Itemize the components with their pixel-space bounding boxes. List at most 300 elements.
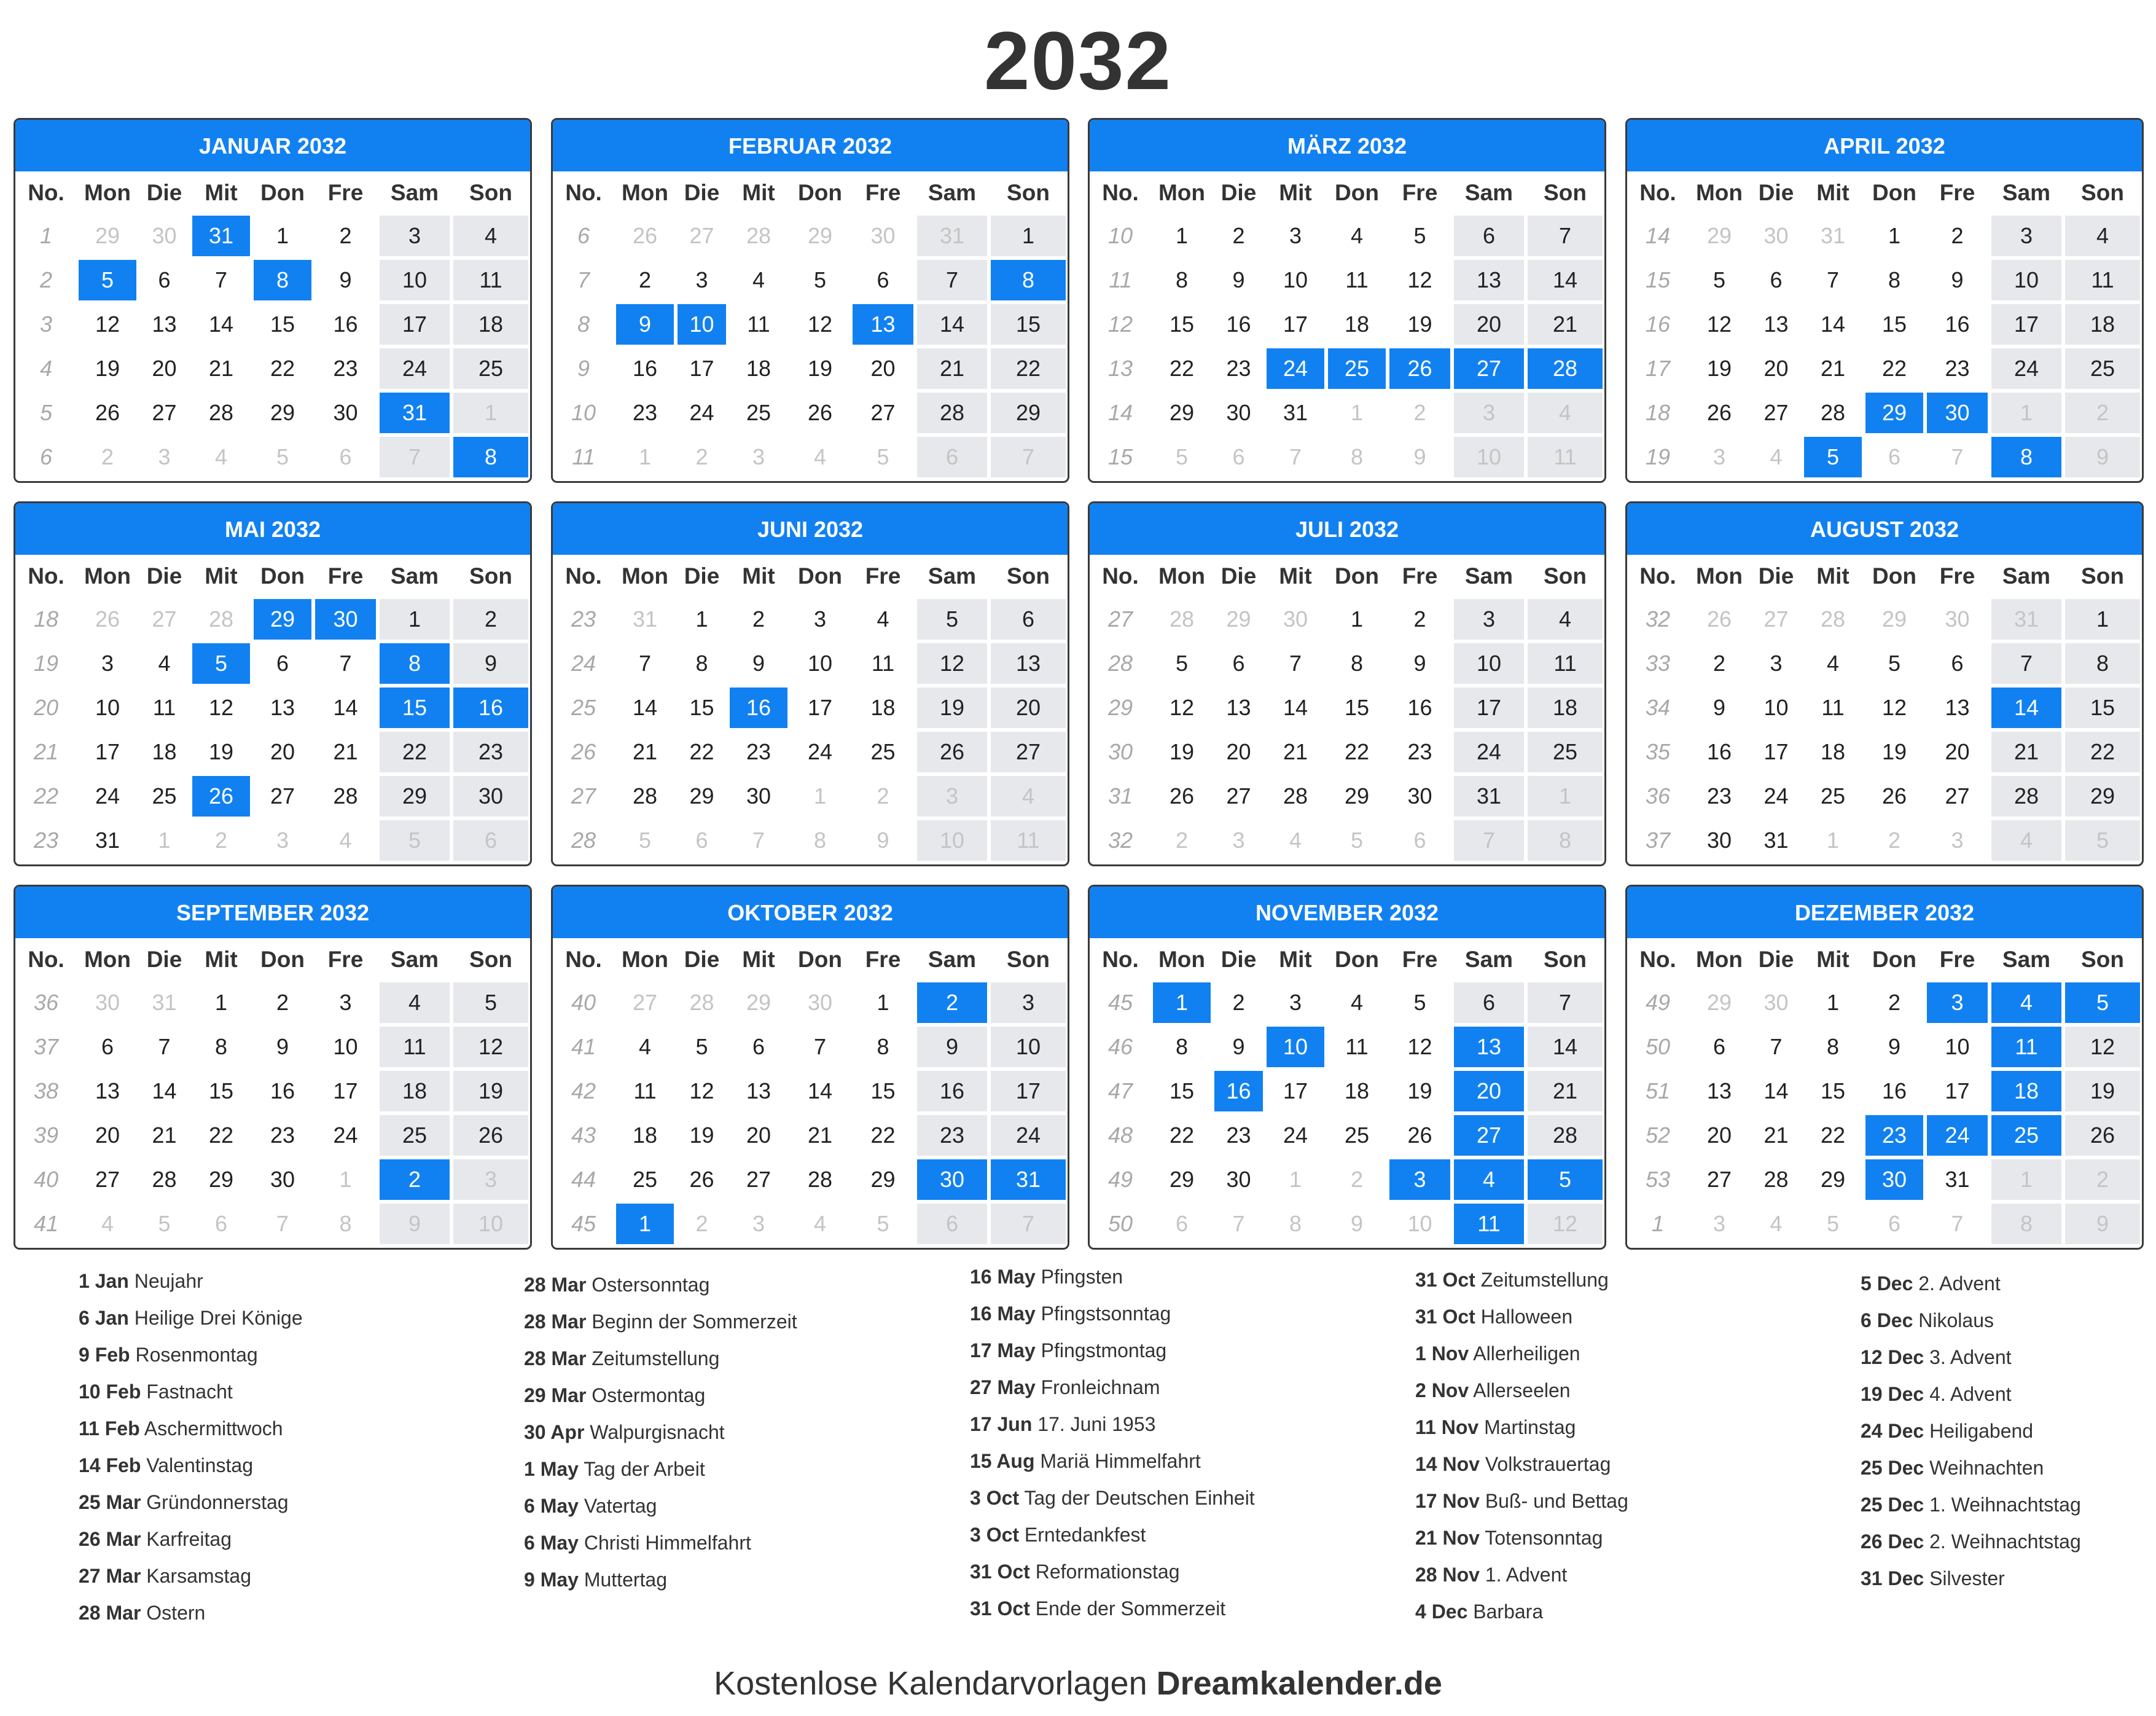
day-cell: 5	[192, 643, 250, 684]
day-cell: 6	[752, 1034, 765, 1059]
day-cell: 19	[1881, 739, 1907, 764]
day-cell: 29	[991, 393, 1066, 433]
weekday-header: Son	[1544, 180, 1587, 205]
week-number: 19	[1645, 444, 1671, 469]
day-cell: 5	[695, 1034, 708, 1059]
day-cell: 2	[214, 828, 228, 853]
weekday-header: Die	[1221, 947, 1257, 972]
day-cell: 27	[1226, 783, 1251, 809]
day-cell: 17	[1454, 688, 1524, 728]
holiday-name: Zeitumstellung	[586, 1347, 720, 1369]
day-cell: 1	[1350, 606, 1364, 632]
day-cell: 30	[1407, 783, 1432, 809]
day-cell: 26	[453, 1115, 528, 1156]
day-cell: 30	[333, 400, 358, 425]
week-number: 49	[1107, 1167, 1133, 1192]
day-cell: 16	[730, 688, 787, 728]
day-cell: 29	[380, 776, 450, 817]
day-cell: 23	[270, 1122, 295, 1148]
weekday-header: Son	[2081, 180, 2124, 205]
holiday-date: 1 Nov	[1415, 1342, 1469, 1365]
month-calendar	[551, 501, 1069, 866]
holiday-item	[79, 1410, 509, 1447]
day-cell: 19	[1706, 356, 1732, 381]
holiday-name: Allerheiligen	[1469, 1342, 1580, 1365]
day-cell: 30	[870, 223, 896, 248]
month-calendar	[14, 501, 532, 866]
day-cell: 29	[746, 990, 771, 1015]
day-cell: 4	[1350, 990, 1364, 1015]
weekday-header: Sam	[1464, 947, 1513, 972]
day-cell: 24	[807, 739, 833, 764]
weekday-header: No.	[1102, 947, 1139, 972]
holiday-name: Walpurgisnacht	[584, 1421, 725, 1443]
weekday-header: Don	[260, 563, 305, 589]
weekday-header: Mit	[742, 947, 775, 972]
holiday-name: Beginn der Sommerzeit	[586, 1311, 797, 1333]
holiday-date: 6 May	[524, 1495, 579, 1517]
day-cell: 2	[1713, 651, 1726, 676]
week-number: 10	[571, 400, 596, 425]
week-number: 6	[39, 444, 53, 469]
day-cell: 4	[214, 444, 228, 469]
weekday-header: Sam	[390, 947, 439, 972]
day-cell: 6	[101, 1034, 114, 1059]
day-cell: 29	[689, 783, 714, 809]
day-cell: 28	[746, 223, 771, 248]
day-cell: 11	[2065, 260, 2140, 300]
day-cell: 29	[870, 1167, 896, 1192]
day-cell: 2	[2065, 1159, 2140, 1200]
day-cell: 27	[1706, 1167, 1732, 1192]
weekday-header: Sam	[928, 180, 977, 205]
day-cell: 7	[813, 1034, 827, 1059]
day-cell: 11	[747, 311, 770, 337]
day-cell: 15	[270, 311, 295, 337]
weekday-header: Sam	[1464, 563, 1513, 589]
day-cell: 21	[208, 356, 234, 381]
day-cell: 12	[2065, 1027, 2140, 1067]
holiday-date: 11 Nov	[1415, 1416, 1479, 1438]
weekday-header: Die	[684, 563, 720, 589]
day-cell: 5	[2065, 820, 2140, 861]
day-cell: 5	[2065, 982, 2140, 1023]
day-cell: 3	[1770, 651, 1783, 676]
day-cell: 31	[1454, 776, 1524, 817]
week-number: 18	[1645, 400, 1671, 425]
day-cell: 3	[276, 828, 289, 853]
month-calendar	[1625, 501, 2144, 866]
holiday-item	[1415, 1483, 1845, 1519]
day-cell: 9	[1350, 1211, 1364, 1236]
weekday-header: Die	[684, 947, 720, 972]
week-number: 16	[1645, 311, 1671, 337]
day-cell: 25	[453, 348, 528, 389]
holiday-name: 3. Advent	[1924, 1346, 2012, 1368]
holiday-item	[79, 1336, 509, 1373]
day-cell: 19	[208, 739, 234, 764]
weekday-header: No.	[1102, 180, 1139, 205]
week-number: 44	[571, 1167, 596, 1192]
weekday-header: Mit	[205, 180, 238, 205]
week-number: 38	[33, 1078, 59, 1103]
day-cell: 27	[632, 990, 658, 1015]
weekday-header: Mit	[205, 947, 238, 972]
holiday-date: 28 Mar	[524, 1347, 587, 1369]
day-cell: 7	[1289, 651, 1302, 676]
holiday-item	[79, 1594, 509, 1631]
day-cell: 19	[917, 688, 987, 728]
month-title: FEBRUAR 2032	[553, 120, 1068, 171]
weekday-header: Son	[2081, 563, 2124, 589]
day-cell: 15	[870, 1078, 896, 1103]
month-grid	[1090, 171, 1604, 481]
day-cell: 15	[1820, 1078, 1846, 1103]
day-cell: 2	[2065, 393, 2140, 433]
holiday-item	[79, 1447, 509, 1484]
day-cell: 10	[95, 695, 120, 720]
day-cell: 28	[689, 990, 714, 1015]
weekday-header: Sam	[928, 947, 977, 972]
day-cell: 4	[1289, 828, 1302, 853]
day-cell: 8	[695, 651, 708, 676]
weekday-header: Mit	[205, 563, 238, 589]
day-cell: 6	[1888, 444, 1901, 469]
day-cell: 23	[453, 732, 528, 772]
day-cell: 6	[695, 828, 708, 853]
holiday-date: 11 Feb	[79, 1417, 140, 1440]
day-cell: 29	[1169, 1167, 1195, 1192]
day-cell: 25	[1528, 732, 1603, 772]
weekday-header: Die	[684, 180, 720, 205]
day-cell: 14	[208, 311, 234, 337]
day-cell: 28	[1820, 400, 1846, 425]
day-cell: 9	[917, 1027, 987, 1067]
weekday-header: Fre	[327, 947, 364, 972]
day-cell: 20	[1763, 356, 1789, 381]
holiday-name: Martinstag	[1478, 1416, 1576, 1438]
day-cell: 11	[1454, 1204, 1524, 1244]
day-cell: 31	[1991, 599, 2061, 640]
month-title: MAI 2032	[15, 503, 530, 555]
day-cell: 9	[616, 304, 674, 345]
day-cell: 4	[1991, 820, 2061, 861]
day-cell: 6	[1454, 982, 1524, 1023]
holiday-date: 25 Dec	[1861, 1494, 1924, 1516]
weekday-header: Fre	[865, 180, 901, 205]
month-grid	[15, 555, 530, 864]
day-cell: 27	[991, 732, 1066, 772]
day-cell: 3	[1951, 828, 1964, 853]
holiday-item	[524, 1303, 954, 1340]
day-cell: 22	[208, 1122, 234, 1148]
day-cell: 10	[678, 304, 726, 345]
day-cell: 6	[276, 651, 289, 676]
holiday-date: 25 Mar	[79, 1491, 141, 1513]
day-cell: 20	[991, 688, 1066, 728]
day-cell: 19	[1169, 739, 1195, 764]
day-cell: 29	[1820, 1167, 1846, 1192]
day-cell: 7	[158, 1034, 171, 1059]
day-cell: 20	[1454, 1071, 1524, 1111]
weekday-header: No.	[1639, 947, 1676, 972]
weekday-header: Don	[798, 180, 842, 205]
holiday-item	[1861, 1302, 2156, 1339]
holiday-name: Valentinstag	[141, 1454, 254, 1476]
day-cell: 26	[917, 732, 987, 772]
day-cell: 27	[270, 783, 295, 809]
day-cell: 7	[1232, 1211, 1245, 1236]
weekday-header: Mon	[84, 563, 131, 589]
weekday-header: No.	[28, 180, 64, 205]
day-cell: 3	[1991, 216, 2061, 256]
day-cell: 31	[1945, 1167, 1970, 1192]
week-number: 9	[577, 356, 590, 381]
footer-text: Kostenlose Kalendarvorlagen	[714, 1665, 1157, 1702]
holiday-date: 5 Dec	[1861, 1272, 1913, 1295]
day-cell: 29	[1226, 606, 1251, 632]
day-cell: 27	[1763, 606, 1789, 632]
day-cell: 4	[158, 651, 171, 676]
day-cell: 12	[689, 1078, 714, 1103]
day-cell: 14	[632, 695, 658, 720]
day-cell: 2	[695, 444, 708, 469]
weekday-header: Don	[1335, 947, 1379, 972]
day-cell: 30	[1763, 990, 1789, 1015]
month-grid	[15, 938, 530, 1248]
holiday-column	[1415, 1261, 1845, 1630]
day-cell: 30	[1945, 606, 1970, 632]
weekday-header: Die	[146, 180, 182, 205]
page-title: 2032	[983, 15, 1173, 107]
day-cell: 11	[1345, 267, 1369, 292]
week-number: 27	[1107, 606, 1133, 632]
day-cell: 8	[1826, 1034, 1840, 1059]
holiday-date: 3 Oct	[970, 1524, 1020, 1546]
day-cell: 3	[1232, 828, 1245, 853]
weekday-header: Sam	[1464, 180, 1513, 205]
day-cell: 30	[807, 990, 833, 1015]
day-cell: 26	[1407, 1122, 1432, 1148]
day-cell: 30	[1927, 393, 1988, 433]
holiday-item	[1861, 1560, 2156, 1597]
holiday-item	[970, 1590, 1400, 1627]
day-cell: 18	[1991, 1071, 2061, 1111]
day-cell: 11	[1821, 695, 1845, 720]
week-number: 24	[571, 651, 596, 676]
day-cell: 18	[632, 1122, 658, 1148]
day-cell: 11	[871, 651, 895, 676]
day-cell: 28	[1763, 1167, 1789, 1192]
month-title: DEZEMBER 2032	[1627, 887, 2142, 938]
day-cell: 20	[1454, 304, 1524, 345]
day-cell: 19	[689, 1122, 714, 1148]
day-cell: 2	[339, 223, 352, 248]
day-cell: 29	[95, 223, 120, 248]
day-cell: 2	[101, 444, 114, 469]
day-cell: 2	[1175, 828, 1189, 853]
holiday-item	[79, 1521, 509, 1557]
day-cell: 14	[1991, 688, 2061, 728]
day-cell: 7	[917, 260, 987, 300]
day-cell: 4	[1770, 1211, 1783, 1236]
weekday-header: No.	[1639, 563, 1676, 589]
week-number: 33	[1645, 651, 1671, 676]
holiday-item	[524, 1414, 954, 1451]
day-cell: 27	[1454, 348, 1524, 389]
day-cell: 7	[1289, 444, 1302, 469]
day-cell: 24	[333, 1122, 358, 1148]
day-cell: 13	[1226, 695, 1251, 720]
week-number: 32	[1107, 828, 1133, 853]
day-cell: 26	[95, 606, 120, 632]
day-cell: 5	[917, 599, 987, 640]
holiday-date: 9 Feb	[79, 1344, 130, 1366]
weekday-header: No.	[1639, 180, 1676, 205]
day-cell: 9	[1232, 267, 1245, 292]
holiday-name: Ende der Sommerzeit	[1029, 1597, 1226, 1620]
holiday-name: Tag der Deutschen Einheit	[1019, 1487, 1255, 1509]
day-cell: 24	[1991, 348, 2061, 389]
day-cell: 10	[991, 1027, 1066, 1067]
day-cell: 2	[1413, 606, 1426, 632]
day-cell: 17	[1283, 311, 1308, 337]
day-cell: 8	[1991, 1204, 2061, 1244]
holiday-date: 19 Dec	[1861, 1383, 1924, 1405]
day-cell: 1	[1175, 223, 1189, 248]
week-number: 32	[1645, 606, 1671, 632]
weekday-header: Sam	[2002, 947, 2051, 972]
day-cell: 4	[991, 776, 1066, 817]
day-cell: 22	[2065, 732, 2140, 772]
day-cell: 23	[1865, 1115, 1923, 1156]
week-number: 40	[571, 990, 596, 1015]
day-cell: 7	[1991, 643, 2061, 684]
day-cell: 10	[917, 820, 987, 861]
week-number: 45	[571, 1211, 596, 1236]
holiday-name: Karfreitag	[141, 1528, 232, 1550]
holiday-date: 31 Dec	[1861, 1567, 1924, 1589]
weekday-header: Mit	[742, 180, 775, 205]
weekday-header: Mon	[1695, 947, 1743, 972]
day-cell: 27	[152, 400, 177, 425]
weekday-header: Fre	[865, 563, 901, 589]
day-cell: 9	[276, 1034, 289, 1059]
month-grid	[1090, 938, 1604, 1248]
holiday-date: 16 May	[970, 1266, 1036, 1288]
holiday-item	[1861, 1412, 2156, 1449]
weekday-header: Die	[1758, 180, 1794, 205]
day-cell: 6	[1951, 651, 1964, 676]
day-cell: 9	[1232, 1034, 1245, 1059]
day-cell: 17	[689, 356, 714, 381]
day-cell: 10	[1945, 1034, 1970, 1059]
day-cell: 19	[2065, 1071, 2140, 1111]
day-cell: 22	[1881, 356, 1907, 381]
day-cell: 6	[991, 599, 1066, 640]
month-title: JULI 2032	[1090, 503, 1604, 555]
weekday-header: No.	[28, 563, 64, 589]
holiday-date: 27 Mar	[79, 1565, 141, 1587]
day-cell: 13	[1945, 695, 1970, 720]
day-cell: 16	[917, 1071, 987, 1111]
day-cell: 1	[2065, 599, 2140, 640]
week-number: 4	[39, 356, 53, 381]
holiday-item	[970, 1553, 1400, 1590]
holiday-item	[970, 1406, 1400, 1443]
holiday-item	[79, 1557, 509, 1594]
day-cell: 15	[1881, 311, 1907, 337]
week-number: 41	[33, 1211, 59, 1236]
day-cell: 28	[1820, 606, 1846, 632]
day-cell: 27	[152, 606, 177, 632]
holiday-item	[524, 1561, 954, 1598]
day-cell: 17	[807, 695, 833, 720]
week-number: 34	[1645, 695, 1671, 720]
day-cell: 31	[632, 606, 658, 632]
weekday-header: Don	[1872, 180, 1916, 205]
day-cell: 25	[152, 783, 177, 809]
day-cell: 26	[632, 223, 658, 248]
month-title: JUNI 2032	[553, 503, 1068, 555]
week-number: 5	[39, 400, 53, 425]
day-cell: 8	[254, 260, 311, 300]
day-cell: 11	[152, 695, 176, 720]
day-cell: 13	[746, 1078, 771, 1103]
week-number: 29	[1107, 695, 1133, 720]
week-number: 51	[1645, 1078, 1671, 1103]
weekday-header: Sam	[2002, 563, 2051, 589]
day-cell: 1	[214, 990, 228, 1015]
holiday-name: Barbara	[1467, 1600, 1544, 1623]
day-cell: 22	[1169, 356, 1195, 381]
week-number: 11	[572, 444, 595, 469]
day-cell: 7	[339, 651, 352, 676]
day-cell: 1	[276, 223, 289, 248]
day-cell: 31	[152, 990, 177, 1015]
day-cell: 20	[870, 356, 896, 381]
day-cell: 2	[1413, 400, 1426, 425]
day-cell: 26	[95, 400, 120, 425]
day-cell: 6	[917, 1204, 987, 1244]
day-cell: 2	[917, 982, 987, 1023]
day-cell: 8	[877, 1034, 889, 1059]
holiday-date: 31 Oct	[970, 1561, 1030, 1583]
day-cell: 17	[1945, 1078, 1970, 1103]
day-cell: 8	[1528, 820, 1603, 861]
day-cell: 6	[1175, 1211, 1189, 1236]
day-cell: 24	[1763, 783, 1789, 809]
day-cell: 1	[616, 1204, 674, 1244]
day-cell: 26	[807, 400, 833, 425]
day-cell: 4	[1991, 982, 2061, 1023]
week-number: 36	[33, 990, 59, 1015]
day-cell: 18	[2065, 304, 2140, 345]
day-cell: 27	[1454, 1115, 1524, 1156]
day-cell: 26	[1169, 783, 1195, 809]
day-cell: 6	[1770, 267, 1783, 292]
day-cell: 3	[1713, 444, 1726, 469]
day-cell: 7	[1528, 216, 1603, 256]
day-cell: 23	[1226, 1122, 1251, 1148]
day-cell: 4	[1528, 599, 1603, 640]
holiday-item	[524, 1266, 954, 1303]
day-cell: 3	[752, 1211, 765, 1236]
day-cell: 4	[1528, 393, 1603, 433]
weekday-header: Sam	[2002, 180, 2051, 205]
day-cell: 7	[1951, 1211, 1964, 1236]
day-cell: 11	[453, 260, 528, 300]
